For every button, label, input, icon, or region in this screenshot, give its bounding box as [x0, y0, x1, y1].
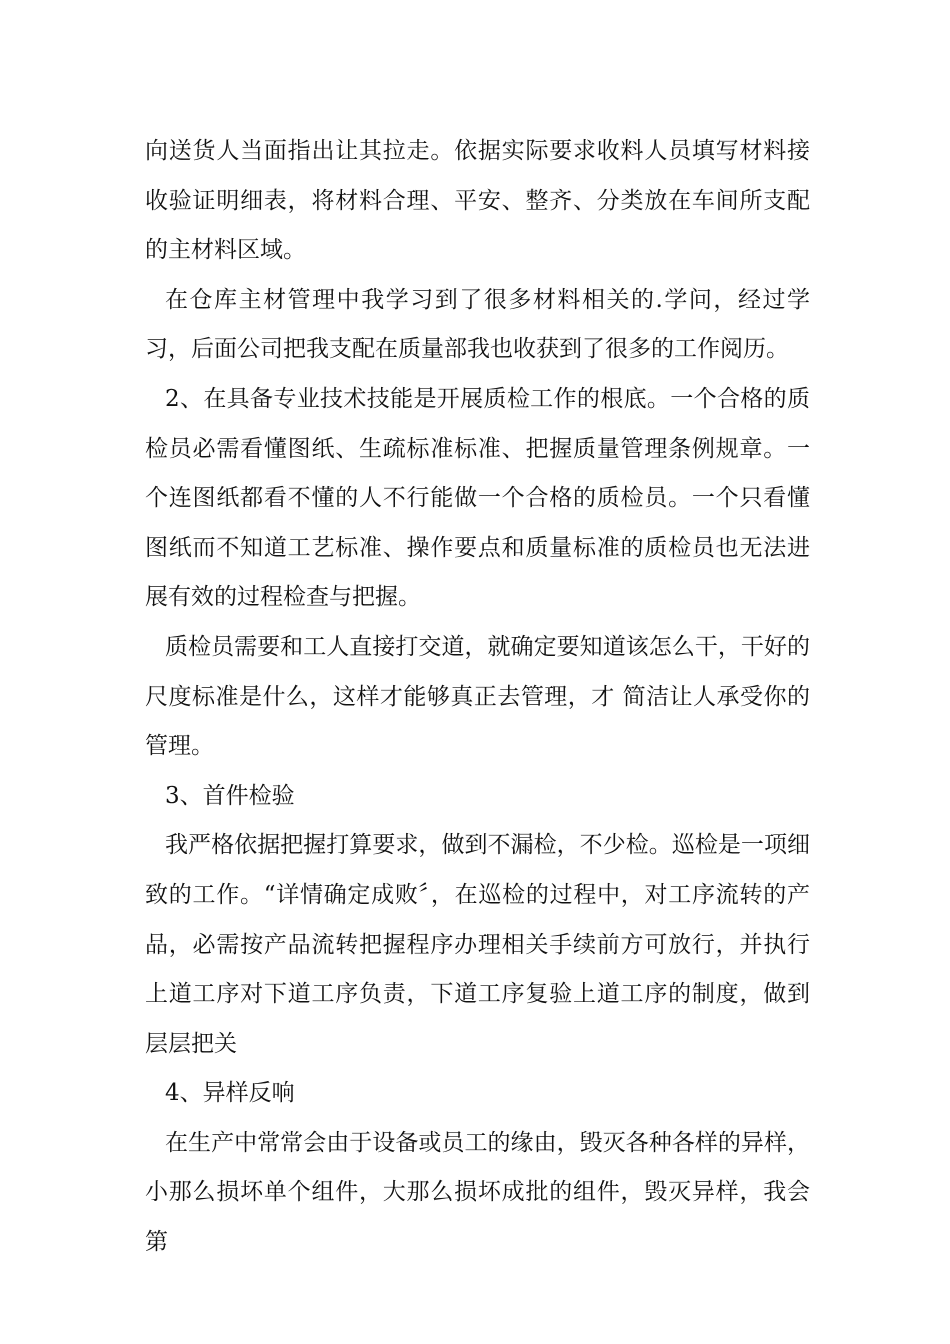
- paragraph-1: 向送货人当面指出让其拉走。依据实际要求收料人员填写材料接收验证明细表，将材料合理、平安、整齐、分类放在车间所支配的主材料区域。: [145, 138, 810, 264]
- paragraph-4: 质检员需要和工人直接打交道，就确定要知道该怎么干，干好的尺度标准是什么，这样才能够真正去管理，才 简洁让人承受你的管理。: [145, 633, 810, 760]
- paragraph-3: 2、在具备专业技术技能是开展质检工作的根底。一个合格的质检员必需看懂图纸、生疏标准标准、把握质量管理条例规章。一个连图纸都看不懂的人不行能做一个合格的质检员。一个只看懂图纸而不知道工艺标准、操作要点和质量标准的质检员也无法进展有效的过程检查与把握。: [145, 385, 810, 611]
- paragraph-2: 在仓库主材管理中我学习到了很多材料相关的.学问，经过学习，后面公司把我支配在质量部我也收获到了很多的工作阅历。: [145, 286, 810, 363]
- paragraph-6: 我严格依据把握打算要求，做到不漏检，不少检。巡检是一项细致的工作。“详情确定成败〞，在巡检的过程中，对工序流转的产品，必需按产品流转把握程序办理相关手续前方可放行，并执行上道工序对下道工序负责，下道工序复验上道工序的制度，做到层层把关: [145, 832, 810, 1057]
- document-body: [145, 127, 810, 1268]
- paragraph-8: 在生产中常常会由于设备或员工的缘由，毁灭各种各样的异样，小那么损坏单个组件，大那么损坏成批的组件，毁灭异样，我会第: [145, 1129, 810, 1256]
- section-heading-4: 4、异样反响: [165, 1080, 295, 1107]
- section-heading-3: 3、首件检验: [165, 782, 295, 809]
